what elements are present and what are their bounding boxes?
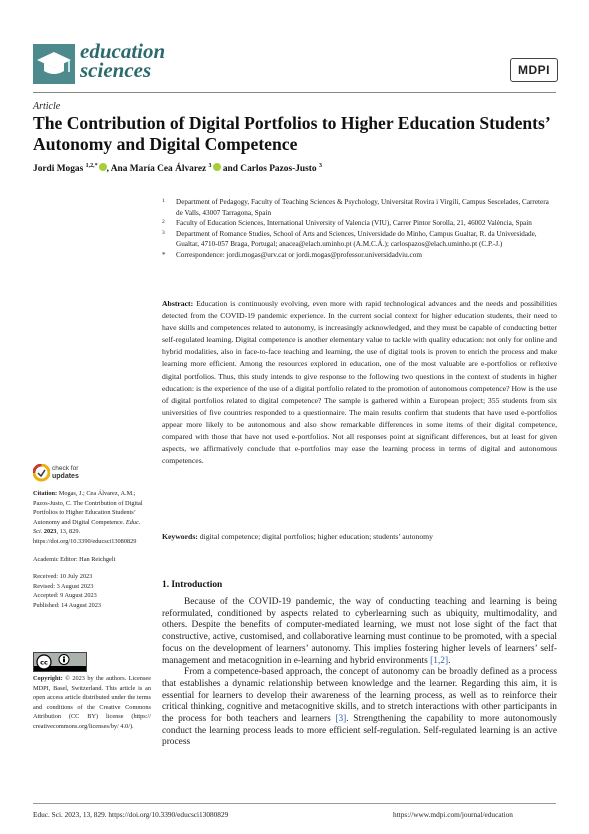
affiliation-item — [162, 229, 557, 250]
orcid-icon[interactable] — [99, 163, 107, 171]
paragraph-text: . — [448, 655, 451, 666]
affiliation-text: Department of Romance Studies, School of Arts and Sciences, Universidade do Minho, Campus Gualtar, R. da Universidade, Gualtar, 4710-057 Braga, Portugal; anacea@elach.uminho.pt (A.M.C.Á.); carlospazos@elach.uminho.pt (C.P.-J.) — [176, 229, 537, 249]
journal-name-line1: education — [80, 39, 166, 63]
author-name: and Carlos Pazos-Justo — [222, 164, 317, 175]
citation-doi[interactable]: , 13, 829. https://doi.org/10.3390/educsci13080829 — [33, 528, 137, 545]
abstract-text: Education is continuously evolving, even more with rapid technological advances and the needs and possibilities detected from the COVID-19 pandemic experience. In the current social context for higher education students, their need to have skills and competences related to autonomy, is increasingly acknowledged, and they must be capable of conducting better self-regulated learning. Digital competence is another elementary value to tackle with quality education: not only for online and hybrid modalities, also in face-to-face teaching and learning, the use of digital tools is proven to enrich the process and make learning more efficient. Among the resources explored in education, one of the most valuable are e-portfolios or reflexive digital portfolios. Thus, this study intends to give response to the following two questions in the context of students in higher education: is the experience of the use of a digital portfolio related to the promotion of autonomous competence? How is the use of digital portfolios related to digital competence? The sample is gathered within a European project; 355 students from six universities of five countries responded to a questionnaire. The main results confirm that students that have used e-portfolios appear more likely to be autonomous and also show remarkable differences in some items of their digital competence, compared with those that have not used e-portfolios. Not all responses point at significant differences, but at least for given aspects, we affirmatively conclude that e-portfolios may ease the learning process in terms of digital and autonomous competences. — [162, 299, 558, 466]
affiliation-number: * — [162, 250, 166, 259]
date-received: Received: 10 July 2023 — [33, 573, 93, 581]
affiliation-number: 1 — [162, 198, 165, 204]
journal-name-line2: sciences — [80, 58, 152, 82]
date-accepted: Accepted: 9 August 2023 — [33, 592, 97, 600]
footer-journal-url[interactable]: https://www.mdpi.com/journal/education — [393, 810, 513, 819]
publisher-logo: MDPI — [510, 58, 558, 82]
article-title: The Contribution of Digital Portfolios to Higher Education Students’ Autonomy and Digital Competence — [33, 113, 550, 154]
orcid-icon[interactable] — [213, 163, 221, 171]
citation-label: Citation: — [33, 490, 58, 497]
author-affiliation-marker: 1,2,* — [85, 163, 98, 169]
citation-link[interactable]: [1,2] — [430, 655, 449, 666]
keywords-text: digital competence; digital portfolios; higher education; students’ autonomy — [199, 532, 433, 541]
author-name: Jordi Mogas — [33, 164, 84, 175]
author-affiliation-marker: 3 — [318, 163, 322, 169]
paragraph — [162, 667, 557, 749]
citation-journal: Educ. Sci. — [33, 518, 141, 536]
paragraph-text: From a competence-based approach, the concept of autonomy can be broadly defined as a process that establishes a dynamic relationship between knowledge and the learner. Regarding this aim, it is essential for learners to develop their awareness of the learning process, as well as to reinforce their critical thinking, cognitive and metacognitive skills, and to stretch interactions with other participants in the process for both teachers and learners — [162, 667, 557, 725]
citation-block — [33, 489, 151, 547]
journal-name — [80, 39, 166, 82]
date-revised: Revised: 3 August 2023 — [33, 582, 94, 590]
abstract-label: Abstract: — [162, 299, 194, 308]
paragraph — [162, 597, 557, 667]
affiliation-number: 2 — [162, 219, 165, 226]
keywords-label: Keywords: — [162, 532, 198, 541]
affiliation-number: 3 — [162, 229, 165, 236]
correspondence-text: Correspondence: jordi.mogas@urv.cat or jordi.mogas@professor.universidadviu.com — [176, 250, 422, 259]
check-for-updates-label[interactable] — [52, 465, 79, 480]
date-published: Published: 14 August 2023 — [33, 601, 102, 609]
affiliation-text: Faculty of Education Sciences, International University of Valencia (VIU), Carrer Pintor Sorolla, 21, 46002 València, Spain — [176, 219, 532, 228]
check-for-updates-icon[interactable] — [33, 464, 50, 483]
affiliation-item — [162, 197, 557, 218]
affiliation-text: Department of Pedagogy, Faculty of Teaching Sciences & Psychology, Universitat Rovira i Virgili, Campus Sescelades, Carretera de Valls, 43007 Tarragona, Spain — [176, 198, 549, 217]
article-type: Article — [33, 101, 61, 112]
paragraph-text: Because of the COVID-19 pandemic, the way of conducting teaching and learning is being reformulated, conditioned by aspects related to cyberlearning such as ubiquity, multimodality, and others. Despite the benefits of computer-mediated learning, we must not lose sight of the fact that constructive, active, customised, and collaborative learning must continue to be promoted, with a special focus on the development of learners’ autonomy. This implies fostering higher levels of learners’ self-management and metacognition in e-learning and hybrid environments — [162, 597, 557, 666]
svg-text:cc: cc — [40, 658, 48, 667]
section-heading: 1. Introduction — [162, 580, 223, 590]
citation-link[interactable]: [3] — [335, 714, 347, 725]
copyright-label: Copyright: — [33, 675, 63, 682]
journal-logo-icon — [33, 44, 75, 84]
introduction-body — [162, 597, 557, 749]
article-sidebar — [33, 489, 151, 611]
author-affiliation-marker: 3 — [208, 163, 212, 169]
header-divider — [33, 92, 556, 93]
check-line2: updates — [52, 472, 79, 480]
keywords — [162, 531, 557, 543]
abstract — [162, 298, 557, 467]
affiliations — [162, 197, 557, 261]
paragraph-text: . Strengthening the capability to more autonomously conduct the learning process leads to more efficient self-regulation. Self-regulated learning is an active process — [162, 714, 557, 748]
check-line1: check for — [52, 465, 79, 472]
author-list: Jordi Mogas $^{1,2,*}$ , Ana María Cea Álvarez $^3$ and Carlos Pazos-Justo $^3$ — [33, 163, 322, 175]
academic-editor: Academic Editor: Han Reichgelt — [33, 555, 116, 563]
footer-citation[interactable]: Educ. Sci. 2023, 13, 829. https://doi.org/10.3390/educsci13080829 — [33, 810, 229, 819]
affiliation-item — [162, 250, 557, 261]
citation-text: Mogas, J.; Cea Álvarez, A.M.; Pazos-Justo, C. The Contribution of Digital Portfolios to Higher Education Students’ Autonomy and Digital Competence. — [33, 490, 143, 526]
copyright-notice — [33, 674, 151, 732]
citation-year: 2023 — [43, 528, 57, 536]
author-name: Ana María Cea Álvarez — [110, 164, 207, 175]
copyright-text: © 2023 by the authors. Licensee MDPI, Basel, Switzerland. This article is an open access article distributed under the terms and conditions of the Creative Commons Attribution (CC BY) license (https:// creativecommons.org/licenses/by/ 4.0/). — [33, 675, 151, 730]
footer-divider — [33, 803, 556, 804]
cc-by-license-icon[interactable] — [33, 652, 87, 672]
affiliation-item — [162, 218, 557, 229]
